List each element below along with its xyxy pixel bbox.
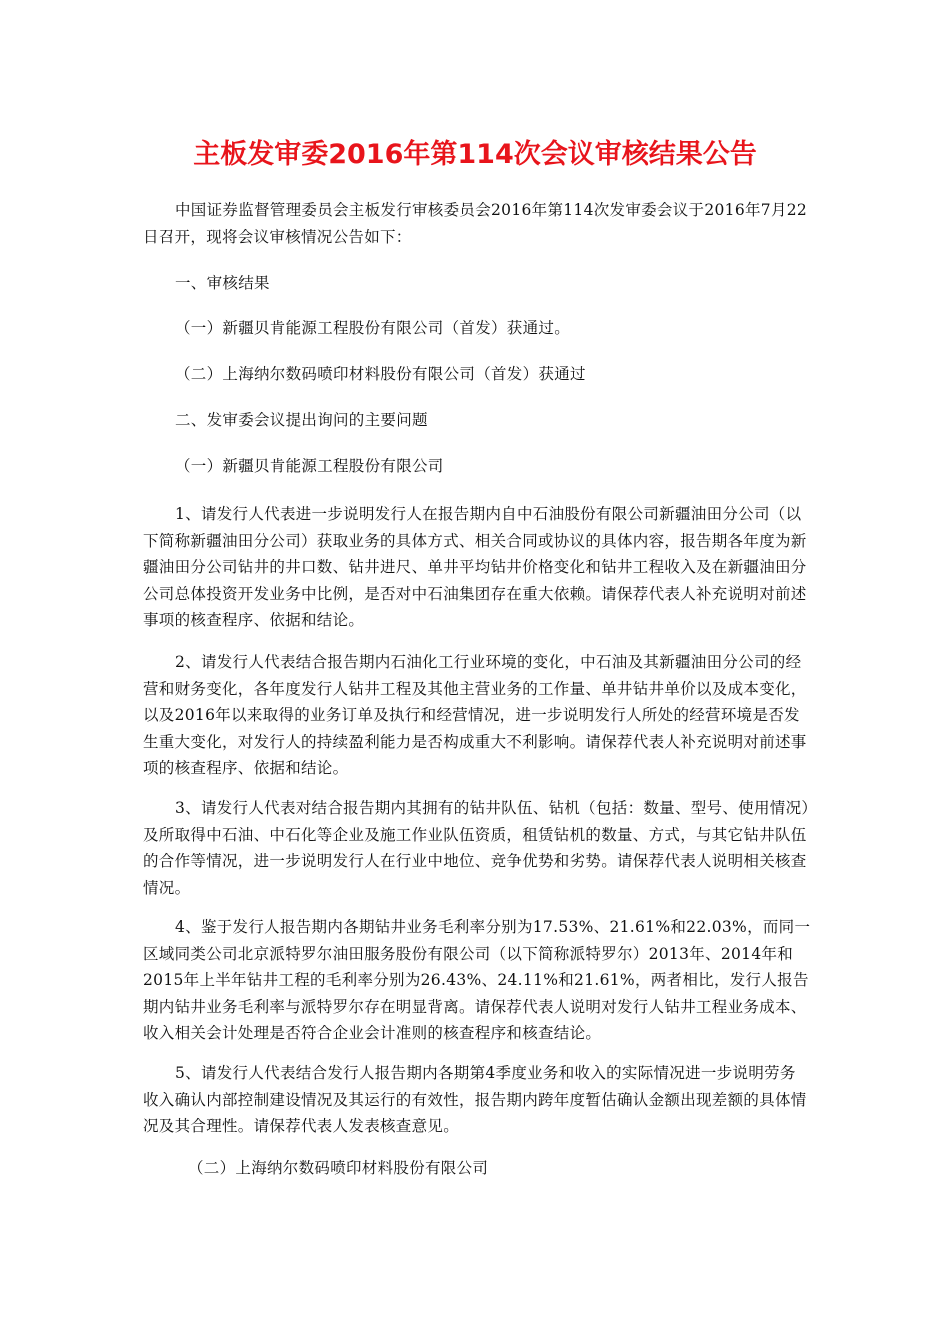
- company1-heading: （一）新疆贝肯能源工程股份有限公司: [175, 457, 444, 475]
- section1-heading: 一、审核结果: [175, 274, 270, 292]
- question-2: 2、请发行人代表结合报告期内石油化工行业环境的变化，中石油及其新疆油田分公司的经营和财务变化，各年度发行人钻井工程及其他主营业务的工作量、单井钻井单价以及成本变化，以及2016年以来取得的业务订单及执行和经营情况，进一步说明发行人所处的经营环境是否发生重大变化，对发行人的持续盈利能力是否构成重大不利影响。请保荐代表人补充说明对前述事项的核查程序、依据和结论。: [143, 653, 807, 777]
- question-4: 4、鉴于发行人报告期内各期钻井业务毛利率分别为17.53%、21.61%和22.03%，而同一区域同类公司北京派特罗尔油田服务股份有限公司（以下简称派特罗尔）2013年、2014年和2015年上半年钻井工程的毛利率分别为26.43%、24.11%和21.61%，两者相比，发行人报告期内钻井业务毛利率与派特罗尔存在明显背离。请保荐代表人说明对发行人钻井工程业务成本、收入相关会计处理是否符合企业会计准则的核查程序和核查结论。: [143, 918, 811, 1042]
- question-5: 5、请发行人代表结合发行人报告期内各期第4季度业务和收入的实际情况进一步说明劳务收入确认内部控制建设情况及其运行的有效性，报告期内跨年度暂估确认金额出现差额的具体情况及其合理性。请保荐代表人发表核查意见。: [143, 1064, 807, 1135]
- document-title: 主板发审委2016年第114次会议审核结果公告: [193, 139, 757, 170]
- result-item-1: （一）新疆贝肯能源工程股份有限公司（首发）获通过。: [175, 319, 571, 337]
- intro-paragraph: 中国证券监督管理委员会主板发行审核委员会2016年第114次发审委会议于2016年7月22日召开，现将会议审核情况公告如下：: [143, 201, 808, 246]
- question-1: 1、请发行人代表进一步说明发行人在报告期内自中石油股份有限公司新疆油田分公司（以下简称新疆油田分公司）获取业务的具体方式、相关合同或协议的具体内容，报告期各年度为新疆油田分公司钻井的井口数、钻井进尺、单井平均钻井价格变化和钻井工程收入及在新疆油田分公司总体投资开发业务中比例，是否对中石油集团存在重大依赖。请保荐代表人补充说明对前述事项的核查程序、依据和结论。: [143, 505, 807, 629]
- question-3: 3、请发行人代表对结合报告期内其拥有的钻井队伍、钻机（包括：数量、型号、使用情况）及所取得中石油、中石化等企业及施工作业队伍资质，租赁钻机的数量、方式，与其它钻井队伍的合作等情况，进一步说明发行人在行业中地位、竞争优势和劣势。请保荐代表人说明相关核查情况。: [143, 799, 810, 897]
- section2-heading: 二、发审委会议提出询问的主要问题: [175, 411, 428, 429]
- result-item-2: （二）上海纳尔数码喷印材料股份有限公司（首发）获通过: [175, 365, 586, 383]
- company2-heading: （二）上海纳尔数码喷印材料股份有限公司: [188, 1159, 489, 1177]
